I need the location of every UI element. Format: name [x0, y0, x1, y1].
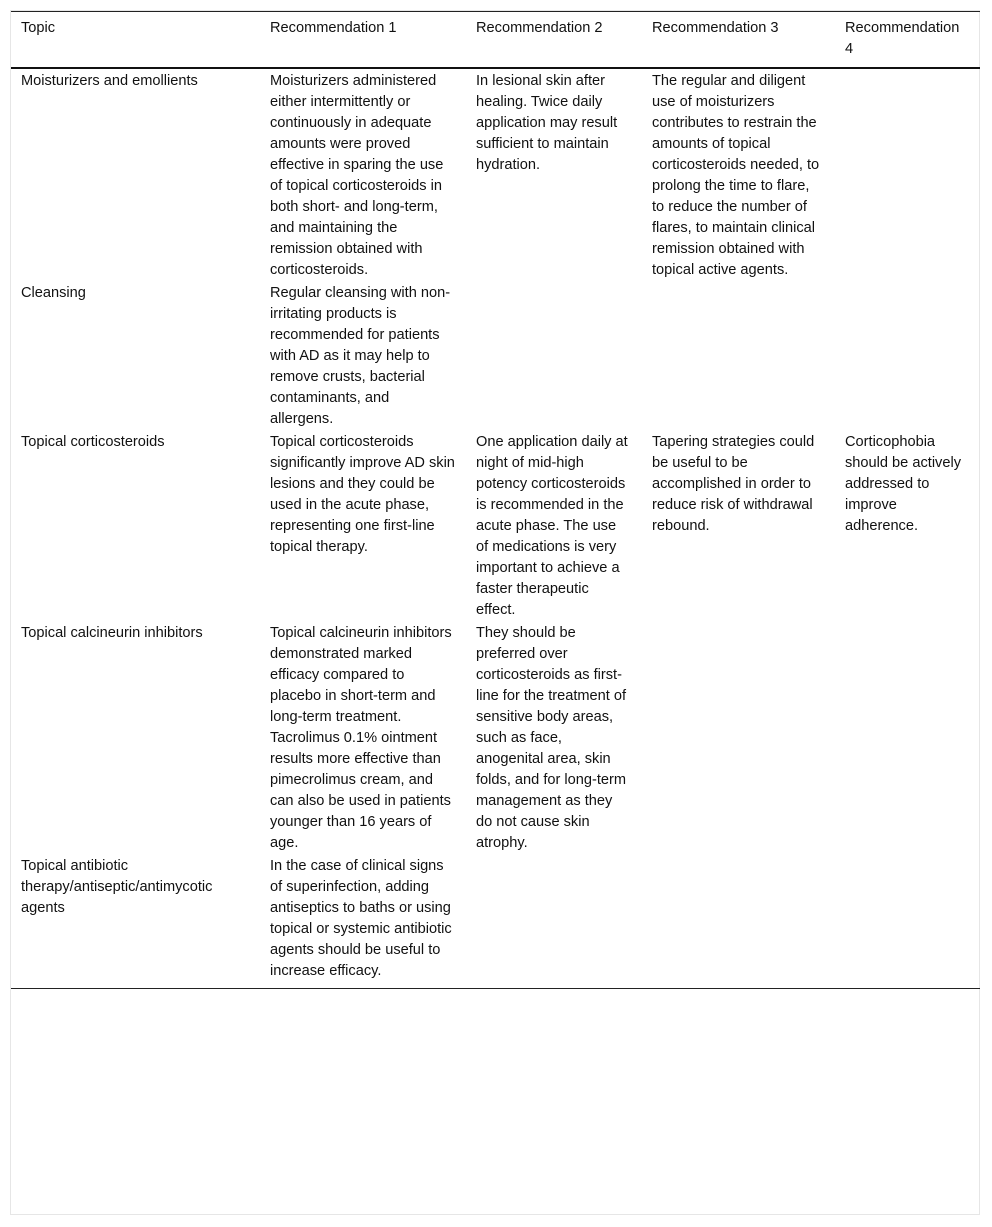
cell-recommendation-2: In lesional skin after healing. Twice daily application may result sufficient to maintain hydration. — [476, 73, 618, 173]
cell-recommendation-4 — [835, 854, 980, 989]
cell-recommendation-2 — [466, 281, 642, 430]
table-row — [11, 854, 980, 989]
table-row — [11, 281, 980, 430]
cell-recommendation-4 — [835, 281, 980, 430]
table-body — [11, 68, 980, 989]
cell-recommendation-1: Topical calcineurin inhibitors demonstrated marked efficacy compared to placebo in short-term and long-term treatment. Tacrolimus 0.1% ointment results more effective than pimecrolimus cream, and can also be used in patients younger than 16 years of age. — [270, 625, 452, 851]
header-row — [11, 12, 980, 69]
cell-recommendation-3: Tapering strategies could be useful to be accomplished in order to reduce risk of withdrawal rebound. — [652, 434, 815, 534]
table-header — [11, 12, 980, 69]
cell-recommendation-2 — [466, 854, 642, 989]
header-recommendation-2: Recommendation 2 — [466, 12, 642, 69]
cell-recommendation-1: Regular cleansing with non-irritating products is recommended for patients with AD as it may help to remove crusts, bacterial contaminants, and allergens. — [270, 285, 451, 427]
table-row — [11, 68, 980, 281]
recommendations-table — [11, 11, 980, 989]
cell-recommendation-4: Corticophobia should be actively addressed to improve adherence. — [845, 434, 962, 534]
cell-recommendation-1: Moisturizers administered either intermittently or continuously in adequate amounts were proved effective in sparing the use of topical corticosteroids in both short- and long-term, and maintaining the remission obtained with corticosteroids. — [270, 73, 444, 278]
cell-recommendation-4 — [835, 68, 980, 281]
header-recommendation-1: Recommendation 1 — [260, 12, 466, 69]
cell-recommendation-3 — [642, 621, 835, 854]
cell-topic: Moisturizers and emollients — [21, 73, 198, 89]
cell-recommendation-2: They should be preferred over corticosteroids as first-line for the treatment of sensitive body areas, such as face, anogenital area, skin folds, and for long-term management as they do not cause skin atrophy. — [476, 625, 627, 851]
table-row — [11, 621, 980, 854]
cell-recommendation-3: The regular and diligent use of moisturizers contributes to restrain the amounts of topical corticosteroids needed, to prolong the time to flare, to reduce the number of flares, to maintain clinical remission obtained with topical active agents. — [652, 73, 820, 278]
header-topic: Topic — [11, 12, 260, 69]
header-recommendation-3: Recommendation 3 — [642, 12, 835, 69]
cell-recommendation-3 — [642, 281, 835, 430]
cell-recommendation-1: In the case of clinical signs of superinfection, adding antiseptics to baths or using topical or systemic antibiotic agents should be useful to increase efficacy. — [260, 854, 466, 989]
cell-topic: Cleansing — [21, 285, 86, 301]
cell-recommendation-1: Topical corticosteroids significantly improve AD skin lesions and they could be used in the acute phase, representing one first-line topical therapy. — [270, 434, 455, 555]
header-recommendation-4: Recommendation 4 — [835, 12, 980, 69]
cell-recommendation-2: One application daily at night of mid-high potency corticosteroids is recommended in the acute phase. The use of medications is very important to achieve a faster therapeutic effect. — [476, 434, 628, 618]
table-row — [11, 430, 980, 621]
cell-recommendation-3 — [642, 854, 835, 989]
cell-recommendation-4 — [835, 621, 980, 854]
cell-topic: Topical antibiotic therapy/antiseptic/antimycotic agents — [11, 854, 260, 989]
cell-topic: Topical calcineurin inhibitors — [21, 625, 203, 641]
cell-topic: Topical corticosteroids — [21, 434, 165, 450]
